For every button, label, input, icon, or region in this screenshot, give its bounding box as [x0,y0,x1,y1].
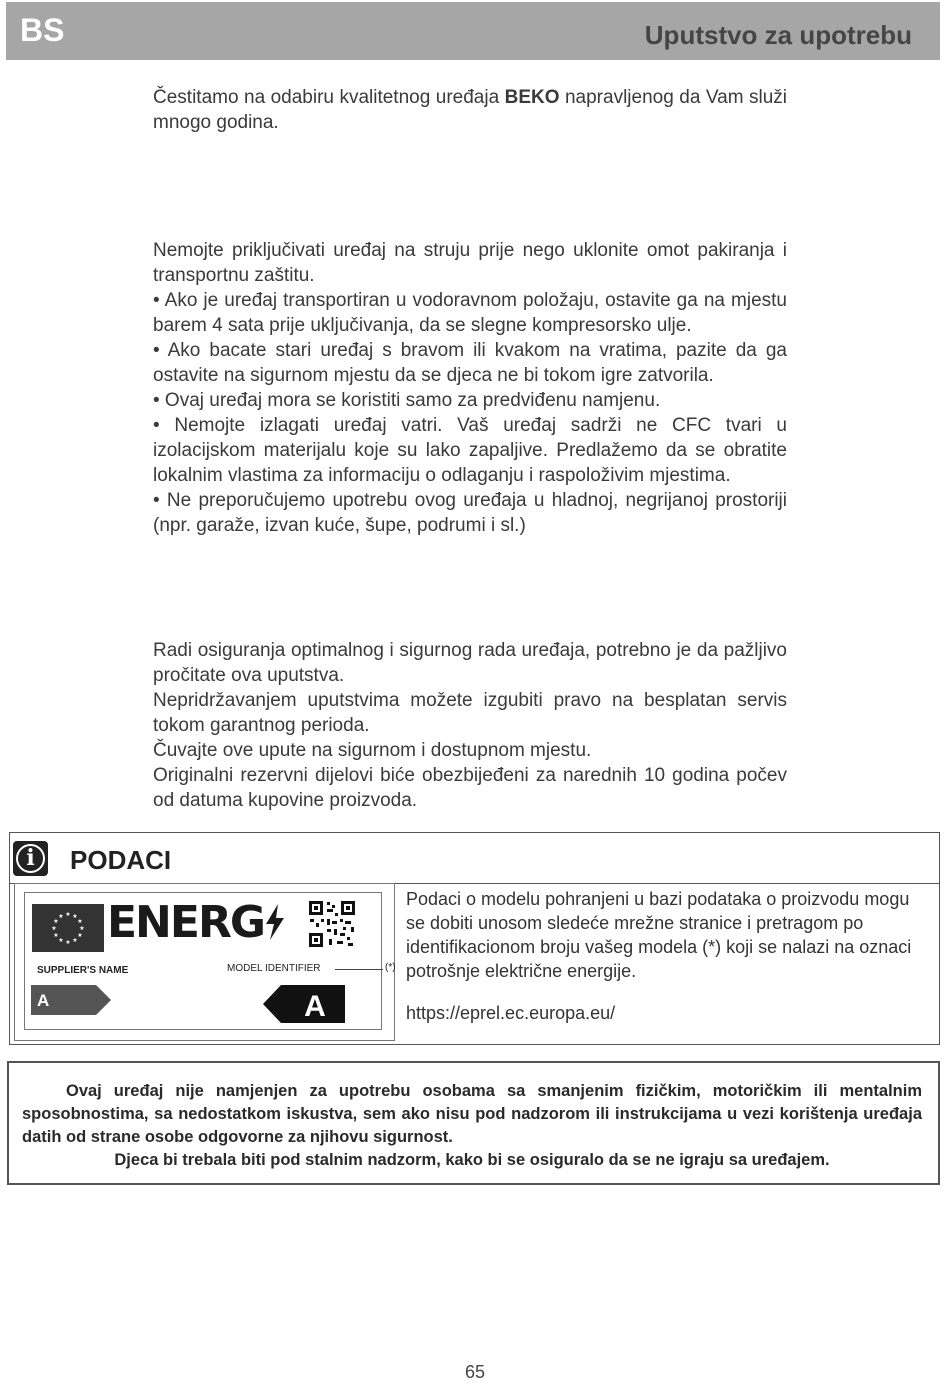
language-code: BS [20,12,65,48]
intro-text-start: Čestitamo na odabiru kvalitetnog uređaja [153,87,505,108]
energy-class-arrow [263,985,345,1023]
info-paragraph: Čuvajte ove upute na sigurnom i dostupnom mjestu. [153,740,592,761]
eprel-link[interactable]: https://eprel.ec.europa.eu/ [406,1003,616,1023]
warning-item: • Ovaj uređaj mora se koristiti samo za predviđenu namjenu. [153,390,661,411]
warning-item: • Nemojte izlagati uređaj vatri. Vaš uređaj sadrži ne CFC tvari u izolacijskom materijalu koje su lako zapaljive. Predlažemo da se obratite lokalnim vlastima za informaciju o odlaganju i raspoloživim mjestima. [153,415,787,486]
svg-text:★: ★ [53,918,59,925]
podaci-section [9,832,940,1045]
page-number: 65 [464,1362,486,1382]
svg-text:★: ★ [51,925,57,932]
svg-text:★: ★ [58,913,64,920]
info-paragraphs [153,638,787,813]
eu-flag-icon [32,904,104,952]
safety-warnings [153,238,787,538]
info-paragraph: Radi osiguranja optimalnog i sigurnog rada uređaja, potrebno je da pažljivo pročitate ova uputstva. [153,640,787,686]
manual-title: Uputstvo za upotrebu [644,20,912,50]
svg-text:★: ★ [72,913,78,920]
svg-text:★: ★ [53,932,59,939]
energy-label [14,883,395,1041]
energy-wordmark: ENERG [107,897,286,948]
svg-text:A: A [37,991,50,1010]
warning-main: Ovaj uređaj nije namjenjen za upotrebu osobama sa smanjenim fizičkim, motoričkim ili mentalnim sposobnostima, sa nedostatkom iskustva, sem ako nisu pod nadzorom ili instrukcijama u vezi korištenja uređaja datih od strane osobe odgovorne za njihovu sigurnost. [22,1082,922,1146]
qr-code-icon [307,899,357,949]
info-paragraph: Originalni rezervni dijelovi biće obezbijeđeni za narednih 10 godina počev od datuma kupovine proizvoda. [153,765,787,811]
warning-item: • Ako je uređaj transportiran u vodoravnom položaju, ostavite ga na mjestu barem 4 sata prije uključivanja, da se slegne kompresorsko ulje. [153,290,787,336]
arrow-line [335,969,383,970]
warning-item: • Ne preporučujemo upotrebu ovog uređaja u hladnoj, negrijanoj prostoriji (npr. garaže, izvan kuće, šupe, podrumi i sl.) [153,490,787,536]
intro-text-end: napravljenog da Vam služi mnogo godina. [153,87,787,133]
supplier-name-label: SUPPLIER'S NAME [37,965,129,976]
svg-text:★: ★ [77,932,83,939]
svg-text:★: ★ [79,925,85,932]
svg-text:★: ★ [58,937,64,944]
info-paragraph: Nepridržavanjem uputstvima možete izgubiti pravo na besplatan servis tokom garantnog perioda. [153,690,787,736]
svg-text:★: ★ [65,911,71,918]
model-identifier-label: MODEL IDENTIFIER [227,963,321,974]
warning-item: Nemojte priključivati uređaj na struju prije nego uklonite omot pakiranja i transportnu zaštitu. [153,240,787,286]
warning-children: Djeca bi trebala biti pod stalnim nadzorm, kako bi se osiguralo da se ne igraju sa uređajem. [114,1151,830,1169]
podaci-title: PODACI [70,845,172,875]
brand-name: BEKO [504,87,560,108]
podaci-header [10,833,939,884]
svg-text:★: ★ [65,939,71,946]
warning-item: • Ako bacate stari uređaj s bravom ili kvakom na vratima, pazite da ga ostavite na sigurnom mjestu da se djeca ne bi tokom igre zatvorila. [153,340,787,386]
efficiency-scale-bar [31,985,111,1015]
podaci-description: Podaci o modelu pohranjeni u bazi podataka o proizvodu mogu se dobiti unosom sledeće mrežne stranice i pretragom po identifikacionom broju vašeg modela (*) koji se nalazi na oznaci potrošnje električne energije. [406,889,912,981]
svg-text:★: ★ [72,937,78,944]
svg-text:★: ★ [77,918,83,925]
page-header [6,2,940,60]
intro-paragraph [153,85,787,135]
warning-box [7,1061,940,1185]
svg-text:A: A [304,990,326,1023]
warning-text [22,1080,922,1172]
info-icon: i [13,841,48,876]
asterisk-marker: (*) [385,962,396,973]
